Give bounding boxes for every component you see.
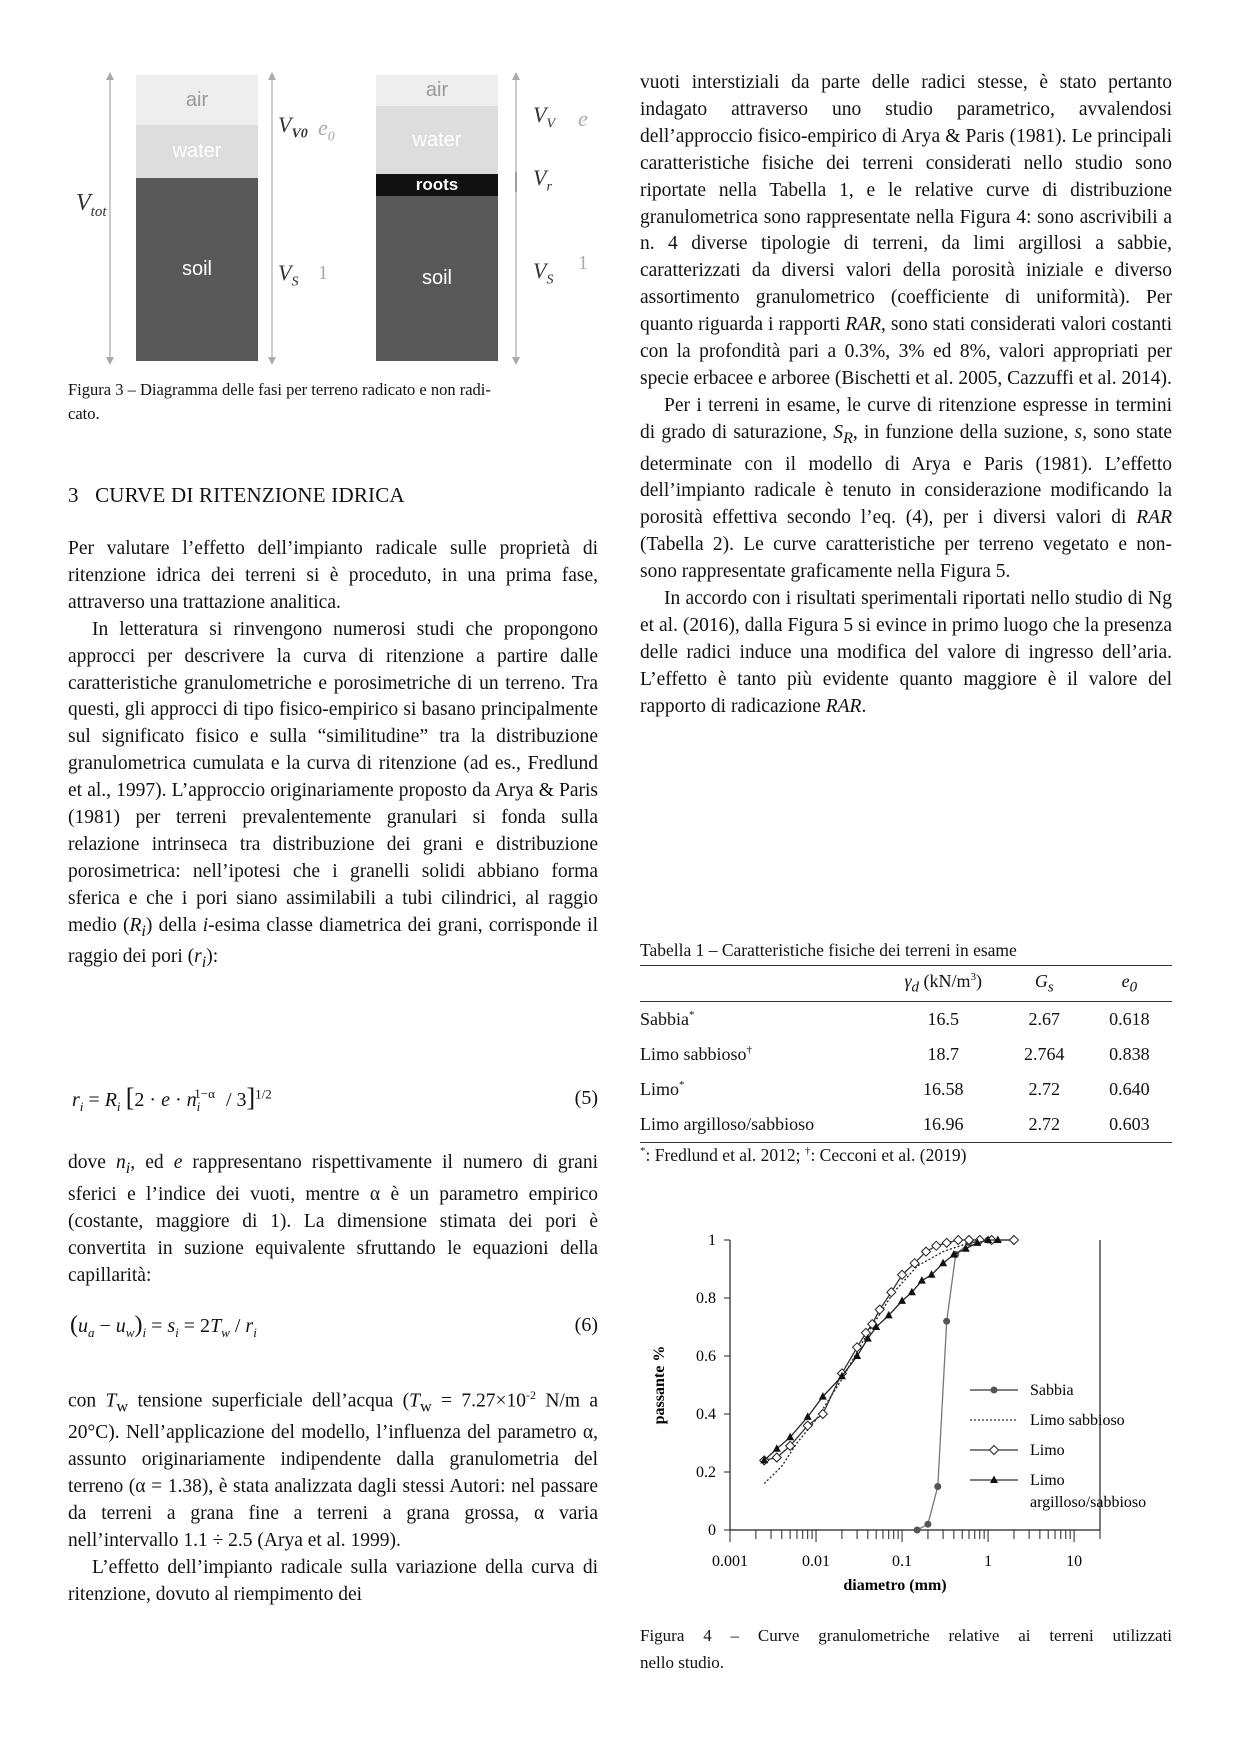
y-tick-label: 0	[708, 1522, 716, 1539]
label-e0: $e_0$	[318, 115, 335, 145]
x-axis-label: diametro (mm)	[843, 1577, 947, 1594]
data-point-limo	[954, 1236, 963, 1245]
paragraph-5: L’effetto dell’impianto radicale sulla variazione della curva di ritenzione, dovuto al riempimento dei	[68, 1556, 598, 1605]
left-column-mid	[68, 1150, 598, 1289]
data-point-limo	[887, 1288, 896, 1297]
paragraph-2: In letteratura si rinvengono numerosi studi che propongono approcci per descrivere la curva di ritenzione a partire dalle caratteristiche granulometriche e porosimetriche di un terreno. Tra questi, gli approcci di tipo fisico-empirico si basano principalmente sul significato fisico e sulla “similitudine” tra la distribuzione granulometrica cumulata e la curva di ritenzione (ad es., Fredlund et al., 1997). L’approccio originariamente proposto da Arya & Paris (1981) per terreni prevalentemente granulari si fonda sulla relazione intrinseca tra distribuzione dei grani e distribuzione porosimetrica: nell’ipotesi che i granelli solidi abbiano forma sferica e che i pori siano assimilabili a tubi cilindrici, al raggio medio $(R_i)$ della i-esima classe diametrica dei grani, corrisponde il raggio dei pori $(r_i)$:	[68, 618, 599, 972]
table-row: Limo argilloso/sabbioso 16.96 2.72 0.603	[640, 1107, 1172, 1143]
paragraph-4: con $T_w$ tensione superficiale dell’acqua ($T_w = 7.27\times 10^{-2}$ N/m a 20°C). Nell’applicazione del modello, l’influenza del parametro α, assunto originariamente indipendente dalla granulometria del terreno (α = 1.38), è stata analizzata dagli stessi Autori: nel passare da terreni a grana fine a terreni a grana grossa, α varia nell’intervallo 1.1 ÷ 2.5 (Arya et al. 1999).	[68, 1388, 598, 1551]
data-point-limo-argilloso	[898, 1296, 906, 1304]
legend-marker-limo	[990, 1446, 999, 1455]
data-point-sabbia	[914, 1527, 921, 1534]
legend-marker-limo-argilloso	[990, 1476, 998, 1484]
air-block-right: air	[376, 75, 498, 106]
label-e: e	[578, 106, 588, 131]
soil-block-left: soil	[136, 178, 258, 361]
data-point-limo-argilloso	[939, 1259, 947, 1267]
grain-size-chart	[640, 1230, 1180, 1610]
x-tick-label: 0.1	[892, 1553, 913, 1570]
table-header-row: $\gamma_d$ $(kN/m^3)$ $G_s$ $e_0$	[640, 966, 1172, 1002]
water-block-left: water	[136, 125, 258, 178]
x-tick-label: 10	[1066, 1553, 1083, 1570]
data-point-limo	[942, 1238, 951, 1247]
table-1-caption: Tabella 1 – Caratteristiche fisiche dei terreni in esame	[640, 940, 1017, 960]
legend-label: Sabbia	[1030, 1382, 1074, 1399]
series-line-1	[764, 1240, 1014, 1484]
section-heading: 3 CURVE DI RITENZIONE IDRICA	[68, 483, 405, 507]
legend-marker-sabbia	[991, 1387, 998, 1394]
legend-label: argilloso/sabbioso	[1030, 1494, 1147, 1511]
air-block-left: air	[136, 75, 258, 125]
left-column-top	[68, 536, 598, 976]
series-line-3	[764, 1240, 998, 1460]
x-tick-label: 1	[984, 1553, 993, 1570]
label-vr: $V_r$	[533, 165, 552, 195]
roots-block: roots	[376, 174, 498, 196]
y-tick-label: 0.8	[696, 1290, 716, 1307]
paragraph-3: dove $n_i$, ed e rappresentano rispettivamente il numero di grani sferici e l’indice dei vuoti, mentre α è un parametro empirico (costante, maggiore di 1). La dimensione stimata dei pori è convertita in suzione equivalente sfruttando le equazioni della capillarità:	[68, 1152, 599, 1286]
paragraph-1: Per valutare l’effetto dell’impianto radicale sulle proprietà di ritenzione idrica dei terreni si è proceduto, in una prima fase, attraverso una trattazione analitica.	[68, 538, 598, 613]
label-vv0: $V_{V0}$	[278, 112, 308, 142]
label-vtot: $V_{tot}$	[76, 190, 107, 220]
y-tick-label: 1	[708, 1232, 716, 1249]
right-column-text	[640, 70, 1172, 721]
label-vs-right: $V_S$	[533, 258, 554, 288]
data-point-sabbia	[934, 1483, 941, 1490]
legend-label: Limo	[1030, 1442, 1065, 1459]
equation-6: $(u_a - u_w)_i = s_i = 2T_w / r_i$ (6)	[70, 1312, 598, 1340]
x-tick-label: 0.001	[712, 1553, 748, 1570]
soil-block-right: soil	[376, 196, 498, 361]
figure-3-caption: Figura 3 – Diagramma delle fasi per terreno radicato e non radi- cato.	[68, 380, 491, 423]
table-1-note: *: Fredlund et al. 2012; †: Cecconi et al. (2019)	[640, 1145, 967, 1165]
data-point-limo	[875, 1305, 884, 1314]
equation-5: $r_i = R_i$ $[2 \cdot e \cdot n_i^{1-\alpha} / 3]^{1/2}$ (5)	[72, 1083, 598, 1114]
paragraph-r1: vuoti interstiziali da parte delle radici stesse, è stato pertanto indagato attraverso uno studio parametrico, avvalendosi dell’approccio fisico-empirico di Arya & Paris (1981). Le principali caratteristiche fisiche dei terreni considerati nello studio sono riportate nella Tabella 1, e le relative curve di distribuzione granulometrica sono rappresentate nella Figura 4: sono ascrivibili a n. 4 diverse tipologie di terreni, da limi argillosi a sabbie, caratterizzati da diversi valori della porosità iniziale e diverso assortimento granulometrico (coefficiente di uniformità). Per quanto riguarda i rapporti RAR, sono stati considerati valori costanti con la profondità pari a 0.3%, 3% ed 8%, valori appropriati per specie erbacee e arboree (Bischetti et al. 2005, Cazzuffi et al. 2014).	[640, 72, 1172, 389]
data-point-limo	[932, 1241, 941, 1250]
table-row: Limo sabbioso† 18.7 2.764 0.838	[640, 1044, 1150, 1064]
y-tick-label: 0.2	[696, 1464, 716, 1481]
table-1	[640, 940, 1172, 1166]
y-tick-label: 0.6	[696, 1348, 716, 1365]
figure-4-caption: Figura 4 – Curve granulometriche relative ai terreni utilizzati nello studio.	[640, 1626, 1172, 1672]
y-axis-label: passante %	[651, 1345, 668, 1425]
series-line-0	[917, 1240, 1014, 1530]
data-point-limo	[1009, 1236, 1018, 1245]
data-point-sabbia	[924, 1521, 931, 1528]
label-vs-left: $V_S$	[278, 260, 299, 290]
legend-label: Limo sabbioso	[1030, 1412, 1125, 1429]
data-point-limo-argilloso	[773, 1444, 781, 1452]
table-row: Limo* 16.58 2.72 0.640	[640, 1079, 1150, 1099]
label-one-right: 1	[578, 252, 588, 274]
x-tick-label: 0.01	[802, 1553, 831, 1570]
paragraph-r3: In accordo con i risultati sperimentali riportati nello studio di Ng et al. (2016), dalla Figura 5 si evince in primo luogo che la presenza delle radici induce una modifica del valore di ingresso dell’aria. L’effetto è tanto più evidente quanto maggiore è il valore del rapporto di radicazione RAR.	[640, 588, 1172, 717]
label-vv: $V_V$	[533, 102, 556, 132]
legend-label: Limo	[1030, 1472, 1065, 1489]
paragraph-r2: Per i terreni in esame, le curve di ritenzione espresse in termini di grado di saturazione, $S_R$, in funzione della suzione, s, sono state determinate con il modello di Arya e Paris (1981). L’effetto dell’impianto radicale è tenuto in considerazione modificando la porosità effettiva secondo l’eq. (4), per i diversi valori di RAR (Tabella 2). Le curve caratteristiche per terreno vegetato e non- sono rappresentate graficamente nella Figura 5.	[640, 394, 1172, 583]
label-one-left: 1	[318, 262, 328, 284]
water-block-right: water	[376, 106, 498, 174]
table-row: Sabbia* 16.5 2.67 0.618	[640, 1009, 1150, 1029]
left-column-bottom	[68, 1382, 598, 1609]
series-line-2	[764, 1240, 1014, 1460]
y-tick-label: 0.4	[696, 1406, 716, 1423]
data-point-limo-argilloso	[918, 1276, 926, 1284]
data-point-sabbia	[943, 1318, 950, 1325]
